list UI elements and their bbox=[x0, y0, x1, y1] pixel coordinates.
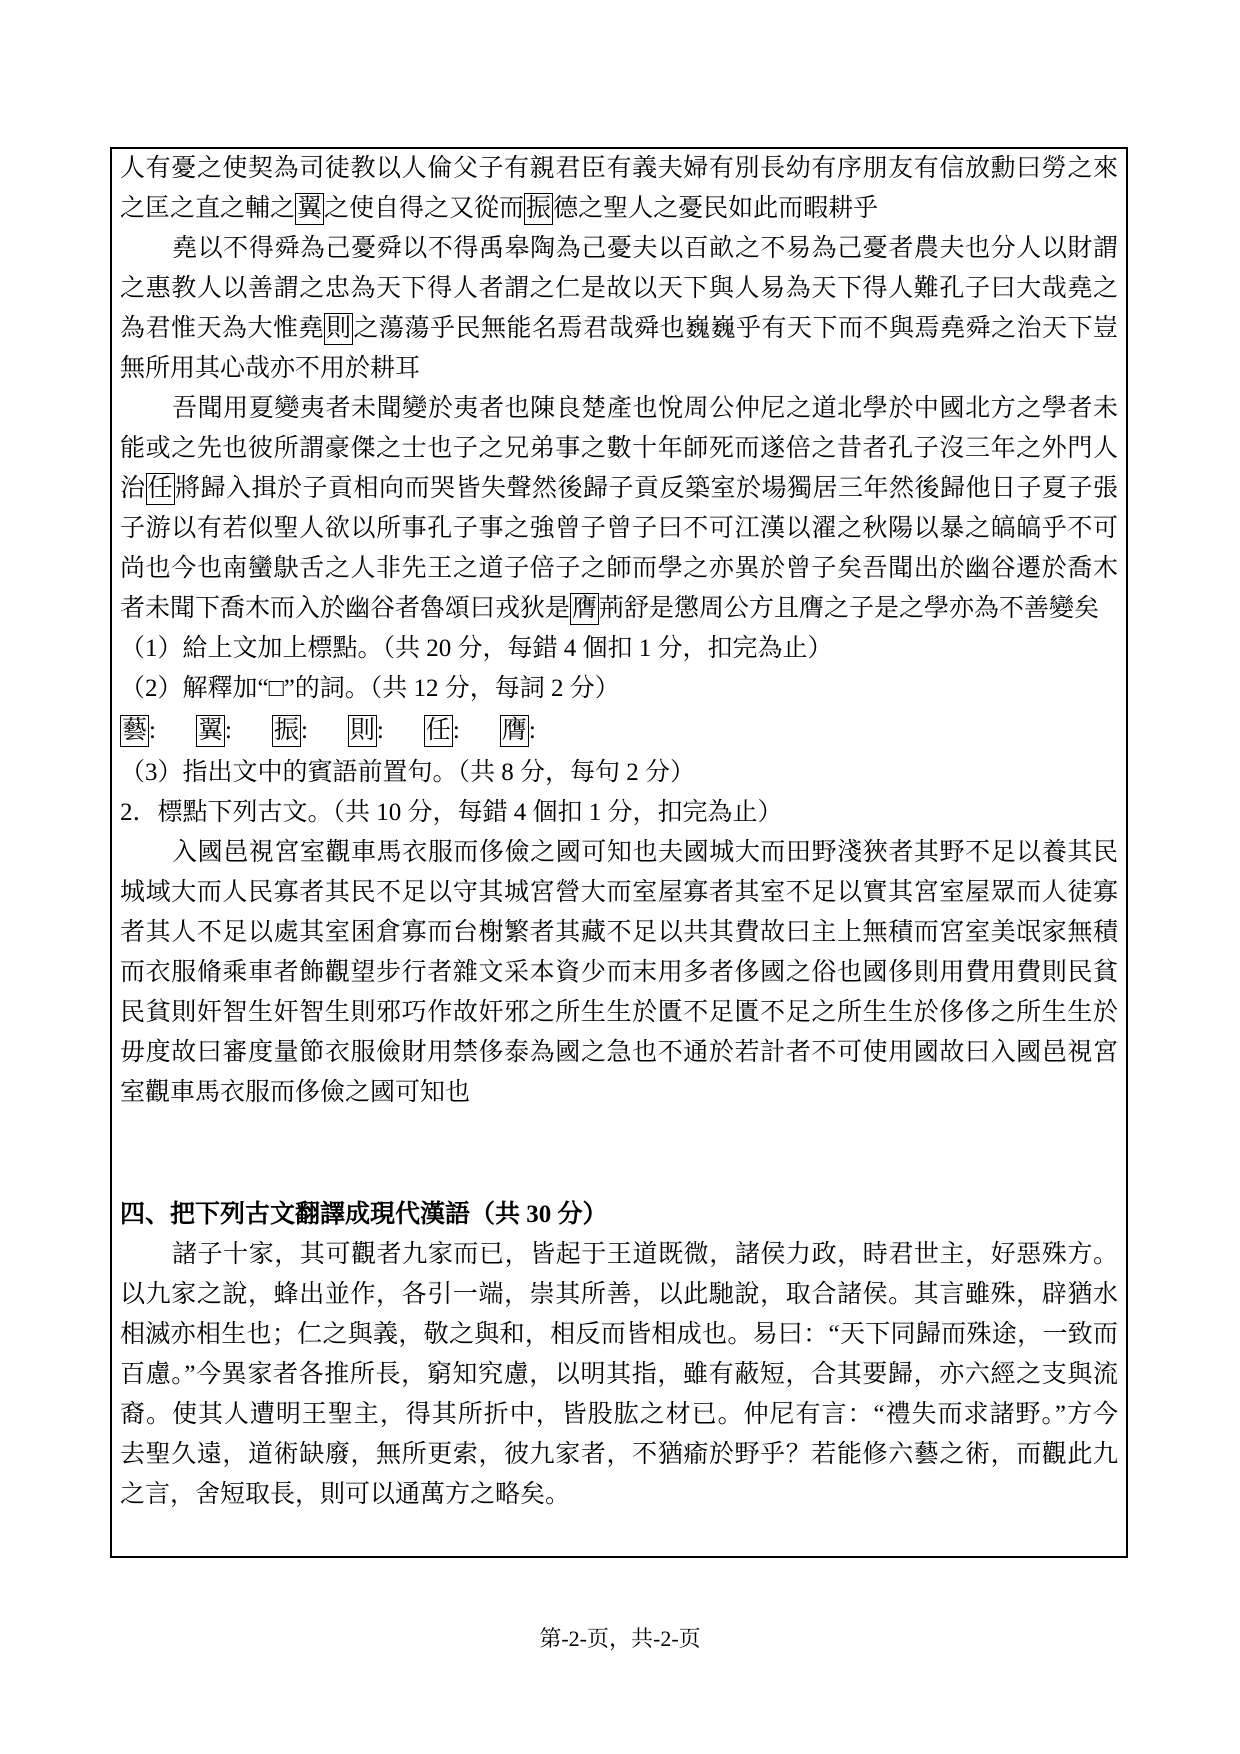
boxed-character: 翼 bbox=[295, 193, 324, 225]
text-line bbox=[120, 953, 1118, 993]
text-segment: 之惠教人以善謂之忠為天下得人者謂之仁是故以天下與人易為天下得人難孔子曰大哉堯之 bbox=[120, 275, 1118, 302]
term-item bbox=[424, 709, 460, 753]
term-list bbox=[120, 709, 1118, 753]
text-segment: 民貧則奸智生奸智生則邪巧作故奸邪之所生生於匱不足匱不足之所生生於侈侈之所生生於 bbox=[120, 999, 1118, 1026]
question-2: （2）解釋加“□”的詞。（共 12 分，每詞 2 分） bbox=[120, 675, 620, 702]
spacer bbox=[120, 1113, 1118, 1195]
term-item bbox=[120, 709, 156, 753]
question-3: （3）指出文中的賓語前置句。（共 8 分，每句 2 分） bbox=[120, 759, 696, 786]
text-segment: 德之聖人之憂民如此而暇耕乎 bbox=[553, 195, 879, 222]
text-line bbox=[120, 269, 1118, 309]
text-segment: 治 bbox=[120, 475, 146, 502]
text-line bbox=[120, 149, 1118, 189]
question-1: （1）給上文加上標點。（共 20 分，每錯 4 個扣 1 分，扣完為止） bbox=[120, 635, 833, 662]
text-line bbox=[120, 1355, 1118, 1395]
text-segment: 去聖久遠，道術缺廢，無所更索，彼九家者，不猶瘉於野乎？若能修六藝之術，而觀此九 bbox=[120, 1441, 1118, 1468]
text-line bbox=[120, 309, 1118, 349]
term-colon: : bbox=[300, 717, 308, 744]
text-line bbox=[120, 1275, 1118, 1315]
text-segment: 以九家之說，蜂出並作，各引一端，崇其所善，以此馳說，取合諸侯。其言雖殊，辟猶水 bbox=[120, 1281, 1118, 1308]
section-4-heading: 四、把下列古文翻譯成現代漢語（共 30 分） bbox=[120, 1201, 608, 1228]
boxed-character: 則 bbox=[324, 313, 353, 345]
text-segment: 入國邑視宮室觀車馬衣服而侈儉之國可知也夫國城大而田野淺狹者其野不足以養其民 bbox=[172, 839, 1118, 866]
text-line bbox=[120, 189, 1118, 229]
text-line bbox=[120, 1315, 1118, 1355]
text-line bbox=[120, 229, 1118, 269]
text-segment: 裔。使其人遭明王聖主，得其所折中，皆股肱之材已。仲尼有言：“禮失而求諸野。”方今 bbox=[120, 1401, 1118, 1428]
term-colon: : bbox=[224, 717, 232, 744]
text-segment: 而衣服脩乘車者飾觀望步行者雜文采本資少而末用多者侈國之俗也國侈則用費用費則民貧 bbox=[120, 959, 1118, 986]
text-segment: 堯以不得舜為己憂舜以不得禹皋陶為己憂夫以百畝之不易為己憂者農夫也分人以財謂 bbox=[172, 235, 1118, 262]
boxed-character: 任 bbox=[146, 473, 175, 505]
text-line bbox=[120, 589, 1118, 629]
text-line bbox=[120, 833, 1118, 873]
term-item bbox=[348, 709, 384, 753]
text-segment: 諸子十家，其可觀者九家而已，皆起于王道既微，諸侯力政，時君世主，好惡殊方。 bbox=[172, 1241, 1118, 1268]
boxed-character: 翼 bbox=[196, 715, 225, 747]
boxed-character: 振 bbox=[272, 715, 301, 747]
text-segment: 之使自得之又從而 bbox=[324, 195, 525, 222]
text-line bbox=[120, 349, 1118, 389]
text-line bbox=[120, 913, 1118, 953]
boxed-character: 任 bbox=[424, 715, 453, 747]
text-segment: 者未聞下喬木而入於幽谷者魯頌曰戎狄是 bbox=[120, 595, 571, 622]
text-segment: 室觀車馬衣服而侈儉之國可知也 bbox=[120, 1079, 471, 1106]
text-segment: 無所用其心哉亦不用於耕耳 bbox=[120, 355, 421, 382]
text-segment: 尚也今也南蠻鴃舌之人非先王之道子倍子之師而學之亦異於曾子矣吾聞出於幽谷遷於喬木 bbox=[120, 555, 1118, 582]
boxed-character: 則 bbox=[348, 715, 377, 747]
text-line bbox=[120, 1235, 1118, 1275]
term-colon: : bbox=[528, 717, 536, 744]
text-line bbox=[120, 1073, 1118, 1113]
text-segment: 城域大而人民寡者其民不足以守其城宮營大而室屋寡者其室不足以實其宮室屋眾而人徒寡 bbox=[120, 879, 1118, 906]
text-line bbox=[120, 993, 1118, 1033]
passage-mencius bbox=[120, 149, 1118, 629]
text-segment: 之匡之直之輔之 bbox=[120, 195, 296, 222]
text-line bbox=[120, 1033, 1118, 1073]
text-line bbox=[120, 1395, 1118, 1435]
passage-hanshu bbox=[120, 1235, 1118, 1515]
term-item bbox=[500, 709, 536, 753]
text-line bbox=[120, 429, 1118, 469]
page-footer: 第-2-页，共-2-页 bbox=[539, 1626, 701, 1651]
text-segment: 荊舒是懲周公方且膺之子是之學亦為不善變矣 bbox=[599, 595, 1100, 622]
text-segment: 百慮。”今異家者各推所長，窮知究慮，以明其指，雖有蔽短，合其要歸，亦六經之支與流 bbox=[120, 1361, 1118, 1388]
text-segment: 之言，舍短取長，則可以通萬方之略矣。 bbox=[120, 1481, 571, 1508]
text-line bbox=[120, 509, 1118, 549]
text-line bbox=[120, 1475, 1118, 1515]
text-segment: 相滅亦相生也；仁之與義，敬之與和，相反而皆相成也。易曰：“天下同歸而殊途，一致而 bbox=[120, 1321, 1118, 1348]
text-segment: 吾聞用夏變夷者未聞變於夷者也陳良楚產也悅周公仲尼之道北學於中國北方之學者未 bbox=[172, 395, 1118, 422]
boxed-character: 振 bbox=[524, 193, 553, 225]
passage-guanzi bbox=[120, 833, 1118, 1113]
term-colon: : bbox=[376, 717, 384, 744]
exam-answer-frame bbox=[110, 147, 1128, 1558]
text-segment: 毋度故曰審度量節衣服儉財用禁侈泰為國之急也不通於若計者不可使用國故曰入國邑視宮 bbox=[120, 1039, 1118, 1066]
text-segment: 之蕩蕩乎民無能名焉君哉舜也巍巍乎有天下而不與焉堯舜之治天下豈 bbox=[353, 315, 1118, 342]
text-line bbox=[120, 873, 1118, 913]
term-item bbox=[196, 709, 232, 753]
text-segment: 將歸入揖於子貢相向而哭皆失聲然後歸子貢反築室於場獨居三年然後歸他日子夏子張 bbox=[174, 475, 1118, 502]
text-line bbox=[120, 389, 1118, 429]
term-colon: : bbox=[452, 717, 460, 744]
text-line bbox=[120, 1435, 1118, 1475]
text-segment: 者其人不足以處其室囷倉寡而台榭繁者其藏不足以共其費故曰主上無積而宮室美氓家無積 bbox=[120, 919, 1118, 946]
boxed-character: 膺 bbox=[500, 715, 529, 747]
text-segment: 能或之先也彼所謂豪傑之士也子之兄弟事之數十年師死而遂倍之昔者孔子沒三年之外門人 bbox=[120, 435, 1118, 462]
text-segment: 人有憂之使契為司徒教以人倫父子有親君臣有義夫婦有別長幼有序朋友有信放勳曰勞之來 bbox=[120, 155, 1118, 182]
term-item bbox=[272, 709, 308, 753]
boxed-character: 膺 bbox=[570, 593, 599, 625]
content bbox=[120, 149, 1118, 1515]
text-segment: 為君惟天為大惟堯 bbox=[120, 315, 324, 342]
term-colon: : bbox=[149, 717, 156, 744]
boxed-character: 藝 bbox=[120, 715, 149, 747]
text-line bbox=[120, 469, 1118, 509]
text-segment: 子游以有若似聖人欲以所事孔子事之強曾子曾子曰不可江漢以濯之秋陽以暴之皜皜乎不可 bbox=[120, 515, 1118, 542]
question-2-punctuate: 2．標點下列古文。（共 10 分，每錯 4 個扣 1 分，扣完為止） bbox=[120, 799, 783, 826]
text-line bbox=[120, 549, 1118, 589]
